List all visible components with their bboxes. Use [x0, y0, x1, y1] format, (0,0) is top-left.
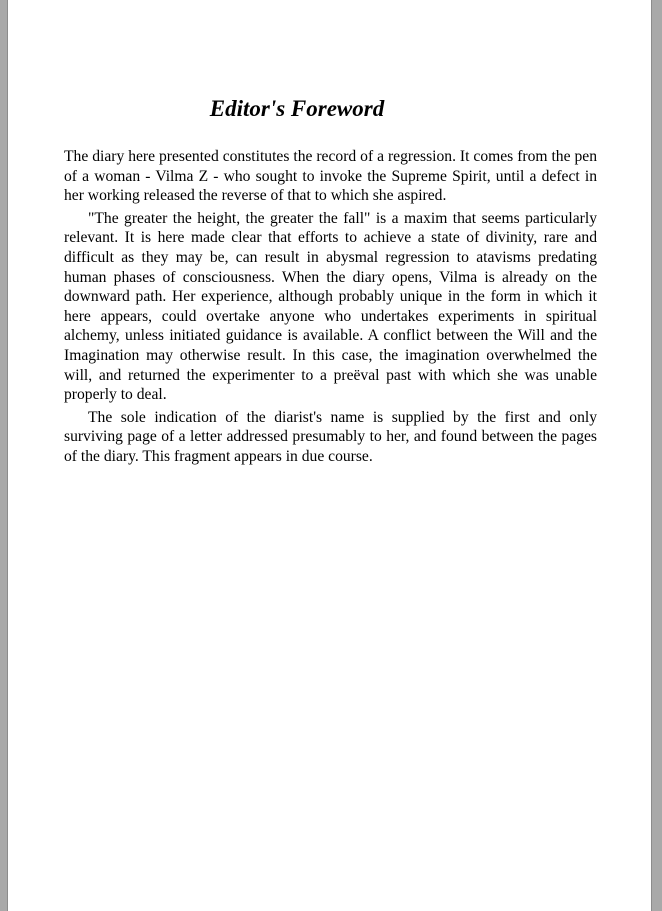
page-title: Editor's Foreword: [209, 96, 385, 121]
paragraph-2: "The greater the height, the greater the fall" is a maxim that seems particularly relevant. It is here made clear that efforts to achieve a state of divinity, rare and difficult as they may be, can result in abysmal regression to atavisms predating human phases of consciousness. When the diary opens, Vilma is already on the downward path. Her experience, although probably unique in the form in which it here appears, could overtake anyone who undertakes experiments in spiritual alchemy, unless initiated guidance is available. A conflict between the Will and the Imagination may otherwise result. In this case, the imagination overwhelmed the will, and returned the experimenter to a preëval past with which she was unable properly to deal.: [64, 209, 597, 404]
body-text: [64, 147, 597, 470]
document-page: [8, 0, 651, 911]
paragraph-3: The sole indication of the diarist's name is supplied by the first and only surviving page of a letter addressed presumably to her, and found between the pages of the diary. This fragment appears in due course.: [64, 408, 597, 465]
viewer-scrollbar-area: [652, 0, 662, 911]
paragraph-1: The diary here presented constitutes the record of a regression. It comes from the pen of a woman - Vilma Z - who sought to invoke the Supreme Spirit, until a defect in her working released the reverse of that to which she aspired.: [64, 148, 597, 205]
